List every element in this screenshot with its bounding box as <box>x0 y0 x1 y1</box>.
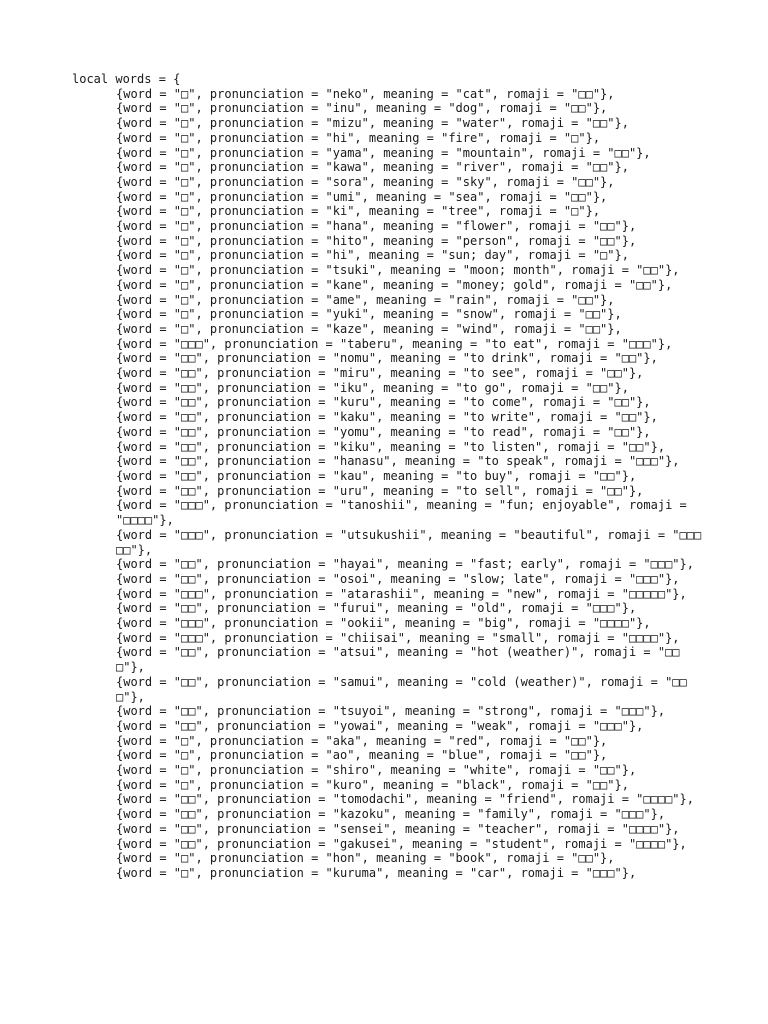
word-entry: {word = "□", pronunciation = "umi", meaning = "sea", romaji = "□□"}, <box>116 189 608 204</box>
word-entry: {word = "□", pronunciation = "kaze", meaning = "wind", romaji = "□□"}, <box>116 321 622 336</box>
word-entry: {word = "□□", pronunciation = "kiku", meaning = "to listen", romaji = "□□"}, <box>116 439 666 454</box>
word-entry: {word = "□□", pronunciation = "osoi", meaning = "slow; late", romaji = "□□□"}, <box>116 571 680 586</box>
word-entry: {word = "□□□", pronunciation = "taberu", meaning = "to eat", romaji = "□□□"}, <box>116 336 673 351</box>
word-entry: {word = "□", pronunciation = "kane", meaning = "money; gold", romaji = "□□"}, <box>116 277 673 292</box>
word-entry: {word = "□", pronunciation = "neko", meaning = "cat", romaji = "□□"}, <box>116 86 615 101</box>
word-entry: {word = "□", pronunciation = "kawa", meaning = "river", romaji = "□□"}, <box>116 160 629 175</box>
word-entry: {word = "□□□", pronunciation = "ookii", meaning = "big", romaji = "□□□□"}, <box>116 616 651 631</box>
word-entry: {word = "□□", pronunciation = "nomu", meaning = "to drink", romaji = "□□"}, <box>116 351 658 366</box>
word-entry: {word = "□", pronunciation = "tsuki", meaning = "moon; month", romaji = "□□"}, <box>116 263 680 278</box>
word-entry: {word = "□", pronunciation = "hi", meaning = "sun; day", romaji = "□"}, <box>116 248 629 263</box>
word-entry: {word = "□", pronunciation = "hito", meaning = "person", romaji = "□□"}, <box>116 233 637 248</box>
word-entry: {word = "□", pronunciation = "kuro", meaning = "black", romaji = "□□"}, <box>116 777 629 792</box>
word-entry: {word = "□", pronunciation = "hon", meaning = "book", romaji = "□□"}, <box>116 851 615 866</box>
word-entry: {word = "□□", pronunciation = "kazoku", meaning = "family", romaji = "□□□"}, <box>116 807 666 822</box>
word-entry: {word = "□□", pronunciation = "yomu", meaning = "to read", romaji = "□□"}, <box>116 424 651 439</box>
word-entry-list <box>72 87 702 881</box>
word-entry: {word = "□", pronunciation = "inu", meaning = "dog", romaji = "□□"}, <box>116 101 608 116</box>
code-header: local words = { <box>72 72 181 86</box>
word-entry: {word = "□", pronunciation = "shiro", meaning = "white", romaji = "□□"}, <box>116 763 637 778</box>
word-entry: {word = "□", pronunciation = "sora", meaning = "sky", romaji = "□□"}, <box>116 174 615 189</box>
word-entry: {word = "□□", pronunciation = "iku", meaning = "to go", romaji = "□□"}, <box>116 380 629 395</box>
code-document <box>72 72 702 881</box>
word-entry: {word = "□□", pronunciation = "hayai", meaning = "fast; early", romaji = "□□□"}, <box>116 557 694 572</box>
word-entry: {word = "□", pronunciation = "mizu", meaning = "water", romaji = "□□"}, <box>116 116 629 131</box>
word-entry: {word = "□□", pronunciation = "kuru", meaning = "to come", romaji = "□□"}, <box>116 395 651 410</box>
word-entry: {word = "□", pronunciation = "yuki", meaning = "snow", romaji = "□□"}, <box>116 307 622 322</box>
word-entry: {word = "□□", pronunciation = "kaku", meaning = "to write", romaji = "□□"}, <box>116 410 658 425</box>
word-entry: {word = "□□□", pronunciation = "tanoshii", meaning = "fun; enjoyable", romaji = "□□□□"}, <box>116 498 694 528</box>
word-entry: {word = "□", pronunciation = "yama", meaning = "mountain", romaji = "□□"}, <box>116 145 651 160</box>
word-entry: {word = "□□", pronunciation = "miru", meaning = "to see", romaji = "□□"}, <box>116 366 644 381</box>
word-entry: {word = "□", pronunciation = "hana", meaning = "flower", romaji = "□□"}, <box>116 219 637 234</box>
word-entry: {word = "□", pronunciation = "kuruma", meaning = "car", romaji = "□□□"}, <box>116 865 637 880</box>
word-entry: {word = "□□□", pronunciation = "chiisai", meaning = "small", romaji = "□□□□"}, <box>116 630 680 645</box>
word-entry: {word = "□", pronunciation = "aka", meaning = "red", romaji = "□□"}, <box>116 733 608 748</box>
word-entry: {word = "□", pronunciation = "hi", meaning = "fire", romaji = "□"}, <box>116 130 601 145</box>
word-entry: {word = "□□", pronunciation = "tsuyoi", meaning = "strong", romaji = "□□□"}, <box>116 704 666 719</box>
word-entry: {word = "□□□", pronunciation = "utsukushii", meaning = "beautiful", romaji = "□□□□□"}, <box>116 527 702 557</box>
word-entry: {word = "□□", pronunciation = "sensei", meaning = "teacher", romaji = "□□□□"}, <box>116 821 680 836</box>
word-entry: {word = "□", pronunciation = "ao", meaning = "blue", romaji = "□□"}, <box>116 748 608 763</box>
word-entry: {word = "□□", pronunciation = "hanasu", meaning = "to speak", romaji = "□□□"}, <box>116 454 680 469</box>
word-entry: {word = "□□□", pronunciation = "atarashii", meaning = "new", romaji = "□□□□□"}, <box>116 586 687 601</box>
word-entry: {word = "□□", pronunciation = "gakusei", meaning = "student", romaji = "□□□□"}, <box>116 836 687 851</box>
word-entry: {word = "□", pronunciation = "ame", meaning = "rain", romaji = "□□"}, <box>116 292 615 307</box>
word-entry: {word = "□□", pronunciation = "yowai", meaning = "weak", romaji = "□□□"}, <box>116 718 644 733</box>
word-entry: {word = "□□", pronunciation = "furui", meaning = "old", romaji = "□□□"}, <box>116 601 637 616</box>
word-entry: {word = "□", pronunciation = "ki", meaning = "tree", romaji = "□"}, <box>116 204 601 219</box>
word-entry: {word = "□□", pronunciation = "kau", meaning = "to buy", romaji = "□□"}, <box>116 468 637 483</box>
word-entry: {word = "□□", pronunciation = "atsui", meaning = "hot (weather)", romaji = "□□□"}, <box>116 645 680 675</box>
word-entry: {word = "□□", pronunciation = "tomodachi", meaning = "friend", romaji = "□□□□"}, <box>116 792 694 807</box>
word-entry: {word = "□□", pronunciation = "uru", meaning = "to sell", romaji = "□□"}, <box>116 483 644 498</box>
word-entry: {word = "□□", pronunciation = "samui", meaning = "cold (weather)", romaji = "□□□"}, <box>116 674 687 704</box>
